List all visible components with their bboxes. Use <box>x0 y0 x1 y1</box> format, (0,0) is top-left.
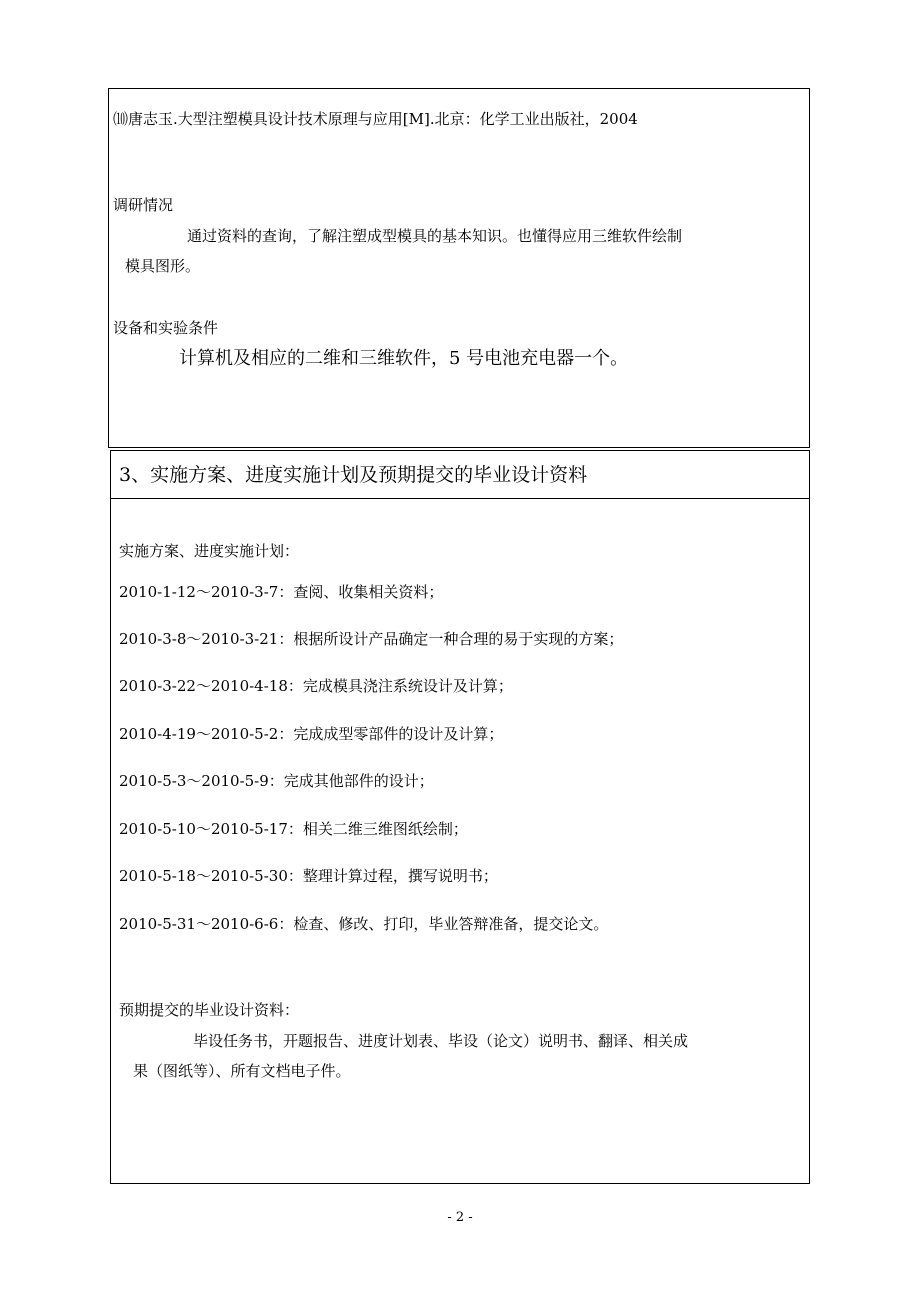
survey-heading: 调研情况 <box>113 196 174 214</box>
section-header-row <box>111 451 809 499</box>
reference-entry: ⑽唐志玉.大型注塑模具设计技术原理与应用[M].北京：化学工业出版社，2004 <box>113 110 638 128</box>
survey-text-line2: 模具图形。 <box>125 257 201 275</box>
section-header-title: 3、实施方案、进度实施计划及预期提交的毕业设计资料 <box>119 464 588 486</box>
schedule-item: 2010-5-31～2010-6-6：检查、修改、打印，毕业答辩准备，提交论文。 <box>119 915 609 933</box>
schedule-item: 2010-3-22～2010-4-18：完成模具浇注系统设计及计算； <box>119 677 513 695</box>
deliverables-text-line2: 果（图纸等）、所有文档电子件。 <box>133 1062 351 1080</box>
deliverables-heading: 预期提交的毕业设计资料： <box>119 1001 300 1019</box>
page-number: - 2 - <box>447 1210 473 1225</box>
research-section-box <box>108 88 810 448</box>
survey-text-line1: 通过资料的查询，了解注塑成型模具的基本知识。也懂得应用三维软件绘制 <box>187 227 683 245</box>
deliverables-text-line1: 毕设任务书，开题报告、进度计划表、毕设（论文）说明书、翻译、相关成 <box>193 1032 689 1050</box>
schedule-item: 2010-4-19～2010-5-2：完成成型零部件的设计及计算； <box>119 725 504 743</box>
plan-heading: 实施方案、进度实施计划： <box>119 542 300 560</box>
schedule-item: 2010-5-18～2010-5-30：整理计算过程，撰写说明书； <box>119 867 498 885</box>
schedule-item: 2010-3-8～2010-3-21：根据所设计产品确定一种合理的易于实现的方案； <box>119 630 624 648</box>
schedule-item: 2010-5-10～2010-5-17：相关二维三维图纸绘制； <box>119 820 468 838</box>
equipment-heading: 设备和实验条件 <box>113 319 219 337</box>
plan-section-box <box>110 450 810 1184</box>
schedule-item: 2010-5-3～2010-5-9：完成其他部件的设计； <box>119 772 434 790</box>
equipment-text: 计算机及相应的二维和三维软件，5 号电池充电器一个。 <box>179 348 629 369</box>
schedule-item: 2010-1-12～2010-3-7：查阅、收集相关资料； <box>119 583 444 601</box>
